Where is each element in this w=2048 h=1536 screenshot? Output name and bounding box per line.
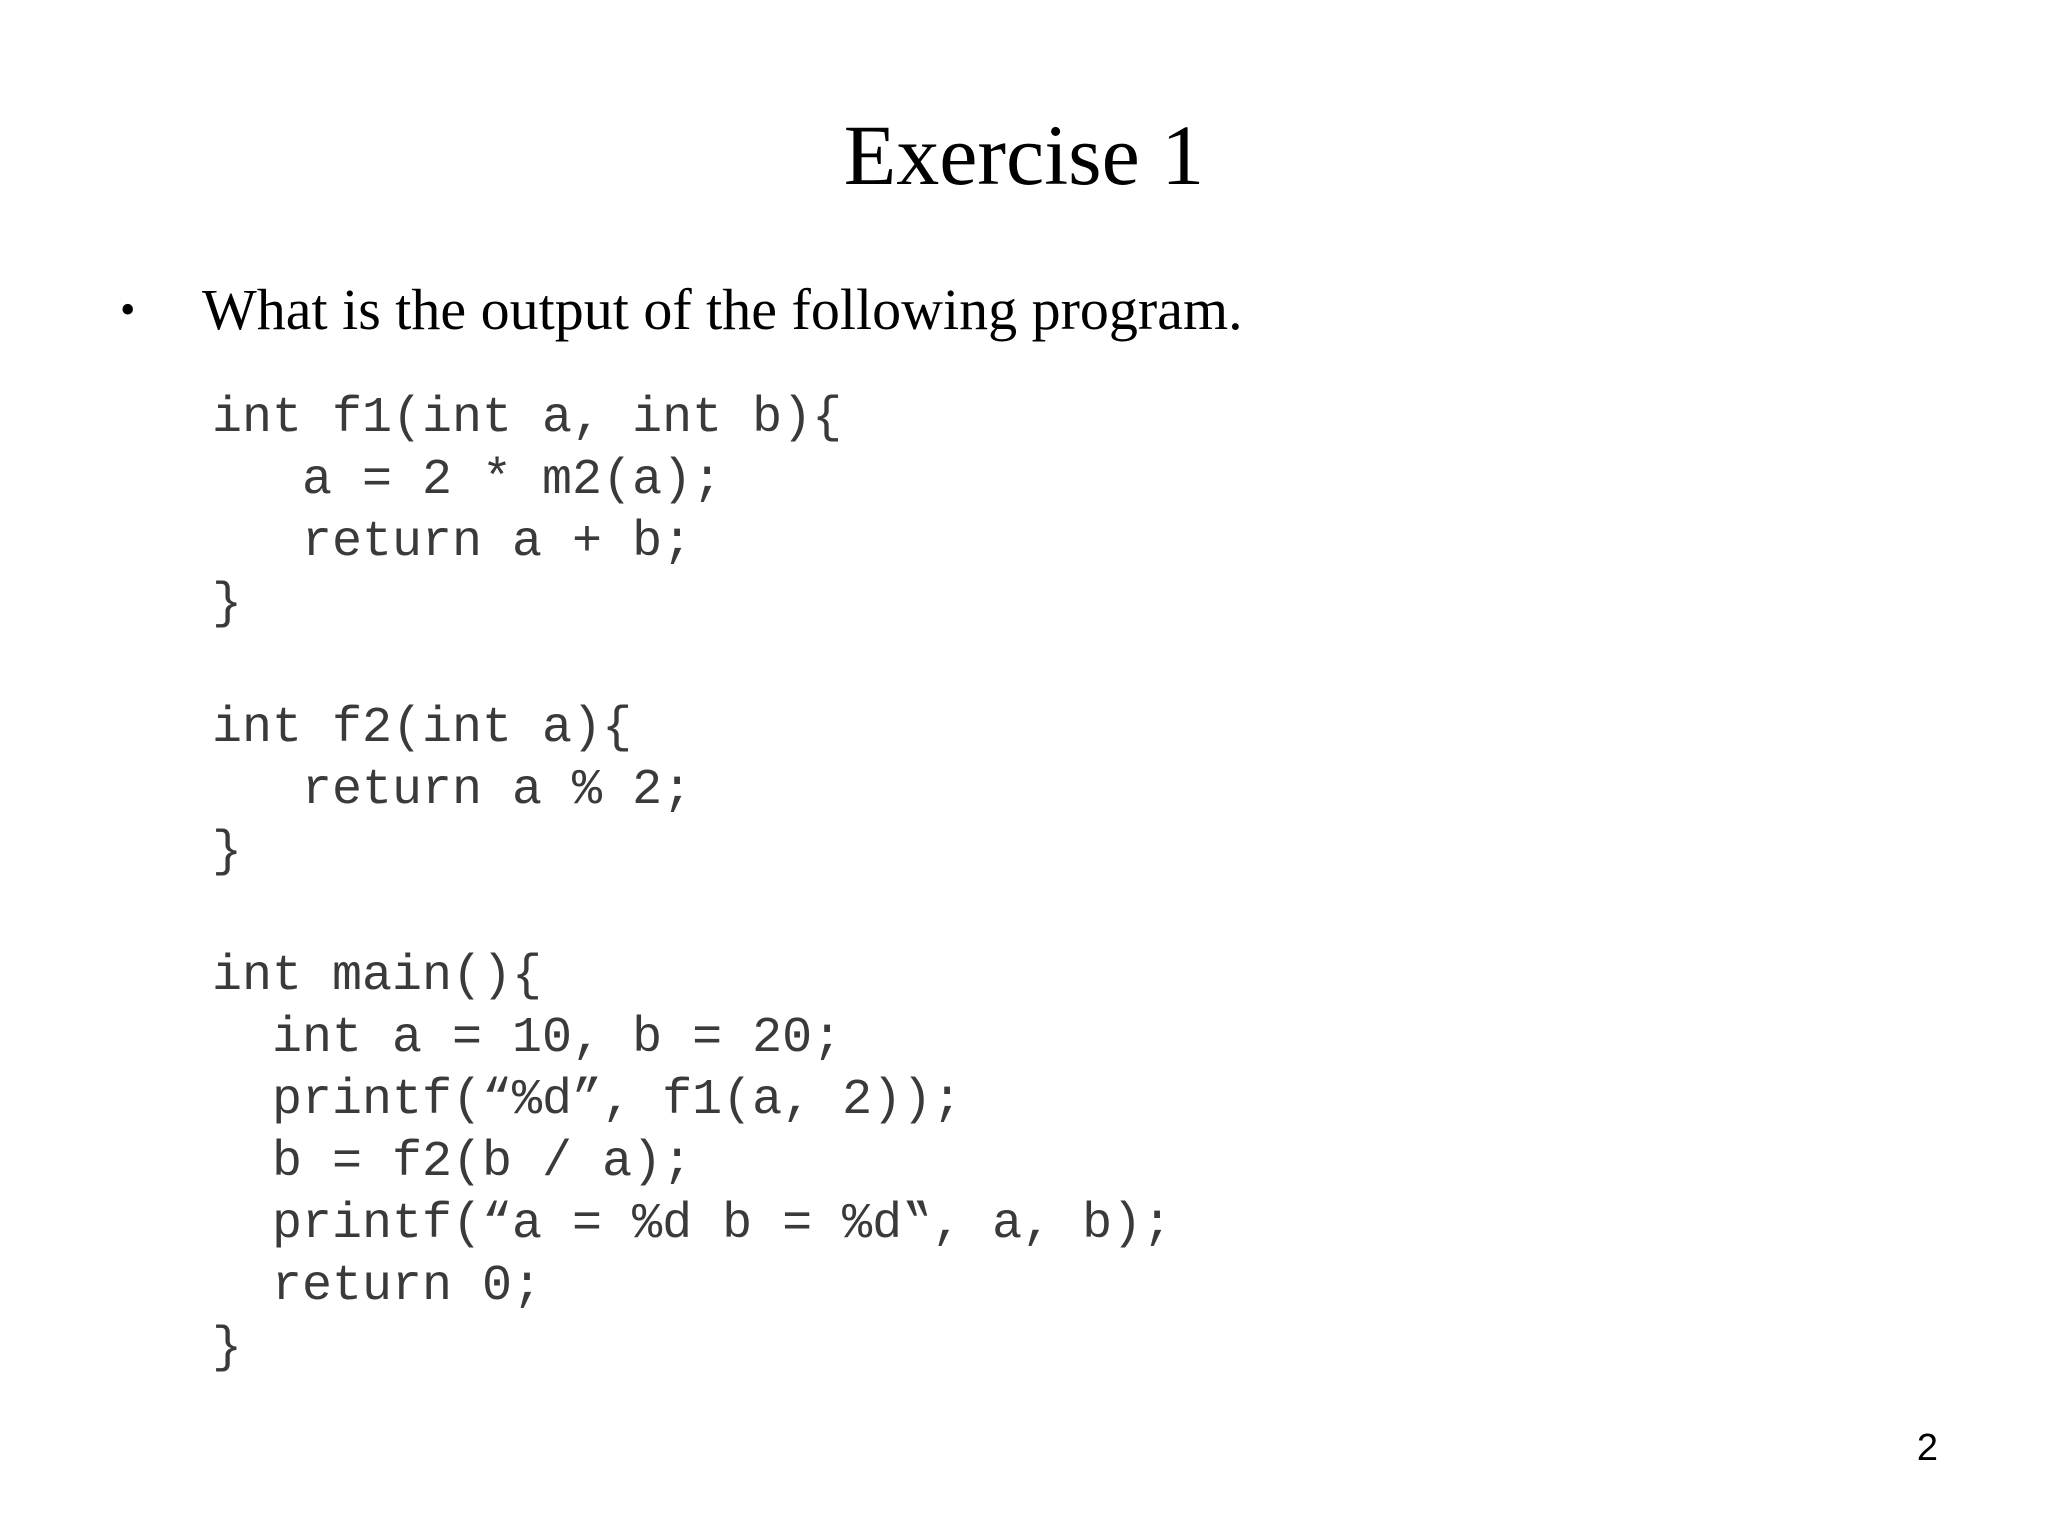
code-line: return a + b; <box>212 514 693 571</box>
code-line: int f2(int a){ <box>212 700 633 757</box>
page-number: 2 <box>1916 1427 1938 1469</box>
bullet-marker: • <box>120 285 136 334</box>
code-line <box>212 636 1812 698</box>
code-line: } <box>212 576 243 633</box>
code-line: return a % 2; <box>212 762 693 819</box>
question-text: What is the output of the following program. <box>202 277 1243 342</box>
code-line: } <box>212 824 243 881</box>
code-line <box>212 884 1812 946</box>
code-line: return 0; <box>212 1258 543 1315</box>
code-line: } <box>212 1320 243 1377</box>
code-line: b = f2(b / a); <box>212 1134 693 1191</box>
code-line: printf(“%d”, f1(a, 2)); <box>212 1072 963 1129</box>
code-line: printf(“a = %d b = %d‟, a, b); <box>212 1196 1173 1253</box>
code-line: a = 2 * m2(a); <box>212 452 723 509</box>
code-line: int main(){ <box>212 948 543 1005</box>
code-line: int f1(int a, int b){ <box>212 390 843 447</box>
code-block <box>212 388 1812 1380</box>
slide-title: Exercise 1 <box>843 107 1205 203</box>
code-line: int a = 10, b = 20; <box>212 1010 843 1067</box>
